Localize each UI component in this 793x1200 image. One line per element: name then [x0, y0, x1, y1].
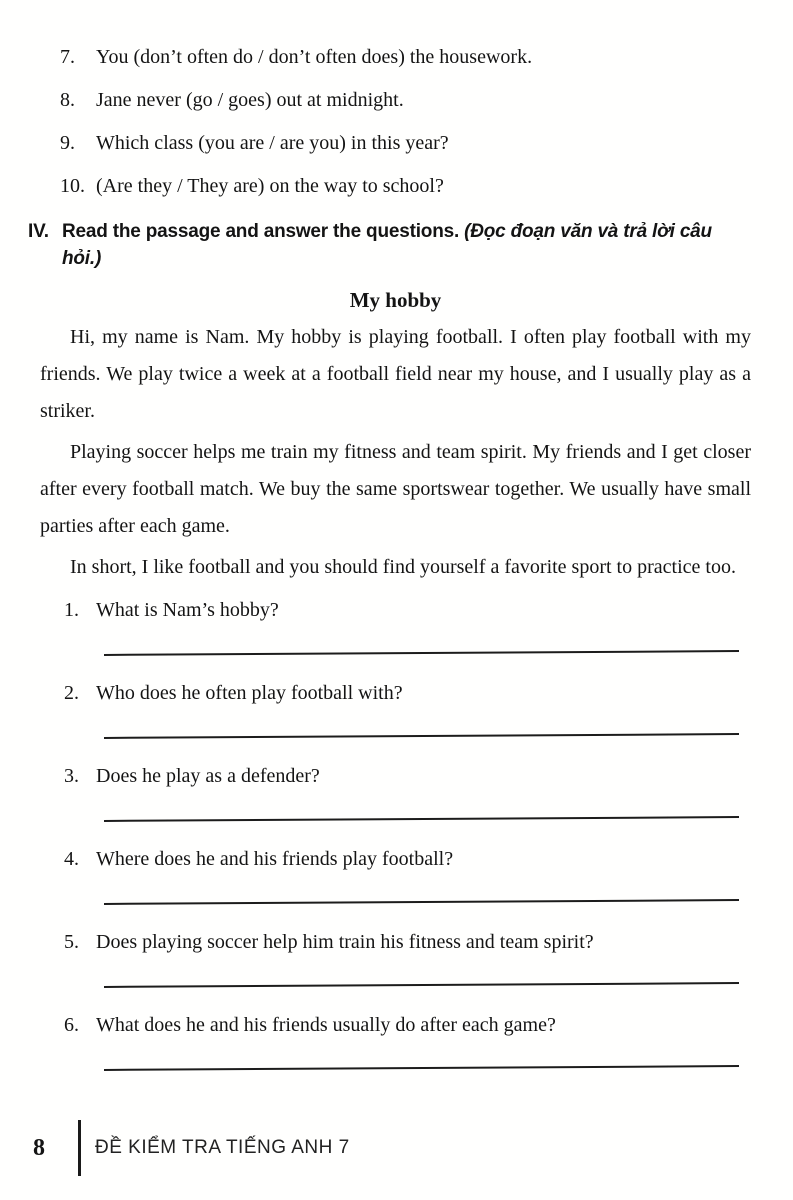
question-number: 4. [64, 848, 79, 870]
passage-title: My hobby [349, 288, 442, 312]
section-heading [28, 218, 751, 272]
passage-paragraph: Playing soccer helps me train my fitness and team spirit. My friends and I get closer after every football match. We buy the same sportswear together. We usually have small parties after each game. [40, 441, 751, 537]
answer-blank-line [104, 733, 739, 739]
footer-divider [78, 1120, 81, 1176]
question-number: 2. [64, 682, 79, 704]
exercise-item [60, 175, 751, 197]
exercise-item [60, 46, 751, 68]
item-text: Jane never (go / goes) out at midnight. [96, 89, 404, 111]
answer-blank-line [104, 1065, 739, 1071]
book-title: ĐỀ KIỂM TRA TIẾNG ANH 7 [95, 1137, 350, 1158]
question-text: What does he and his friends usually do after each game? [96, 1014, 556, 1036]
item-text: (Are they / They are) on the way to school? [96, 175, 444, 197]
question-number: 6. [64, 1014, 79, 1036]
question-row [64, 930, 751, 954]
question-row [64, 598, 751, 622]
question-text: What is Nam’s hobby? [96, 599, 279, 621]
question-text: Who does he often play football with? [96, 682, 403, 704]
questions-list [40, 598, 751, 1069]
question-row [64, 681, 751, 705]
question-text: Where does he and his friends play football? [96, 848, 454, 870]
question-text: Does he play as a defender? [96, 765, 320, 787]
question-text: Does playing soccer help him train his fitness and team spirit? [96, 931, 594, 953]
answer-blank-line [104, 816, 739, 822]
item-number: 9. [60, 132, 75, 154]
passage-paragraph: Hi, my name is Nam. My hobby is playing football. I often play football with my friends. We play twice a week at a football field near my house, and I usually play as a striker. [40, 326, 751, 422]
answer-blank-line [104, 650, 739, 656]
question-number: 5. [64, 931, 79, 953]
item-number: 7. [60, 46, 75, 68]
section-number: IV. [28, 221, 49, 242]
item-number: 10. [60, 175, 85, 197]
question-number: 3. [64, 765, 79, 787]
exercise-item [60, 89, 751, 111]
item-number: 8. [60, 89, 75, 111]
question-number: 1. [64, 599, 79, 621]
question-row [64, 764, 751, 788]
question-row [64, 847, 751, 871]
page-number: 8 [33, 1134, 45, 1161]
passage-paragraph: In short, I like football and you should find yourself a favorite sport to practice too. [70, 556, 736, 578]
answer-blank-line [104, 899, 739, 905]
section-title [62, 218, 751, 272]
section-title-en: Read the passage and answer the questions. [62, 221, 460, 242]
item-text: You (don’t often do / don’t often does) the housework. [96, 46, 533, 68]
exercise-item [60, 132, 751, 154]
item-text: Which class (you are / are you) in this year? [96, 132, 449, 154]
answer-blank-line [104, 982, 739, 988]
question-row [64, 1013, 751, 1037]
section-title-vi: (Đọc đoạn văn và trả lời câu hỏi.) [62, 221, 712, 269]
page-footer [0, 1118, 793, 1178]
